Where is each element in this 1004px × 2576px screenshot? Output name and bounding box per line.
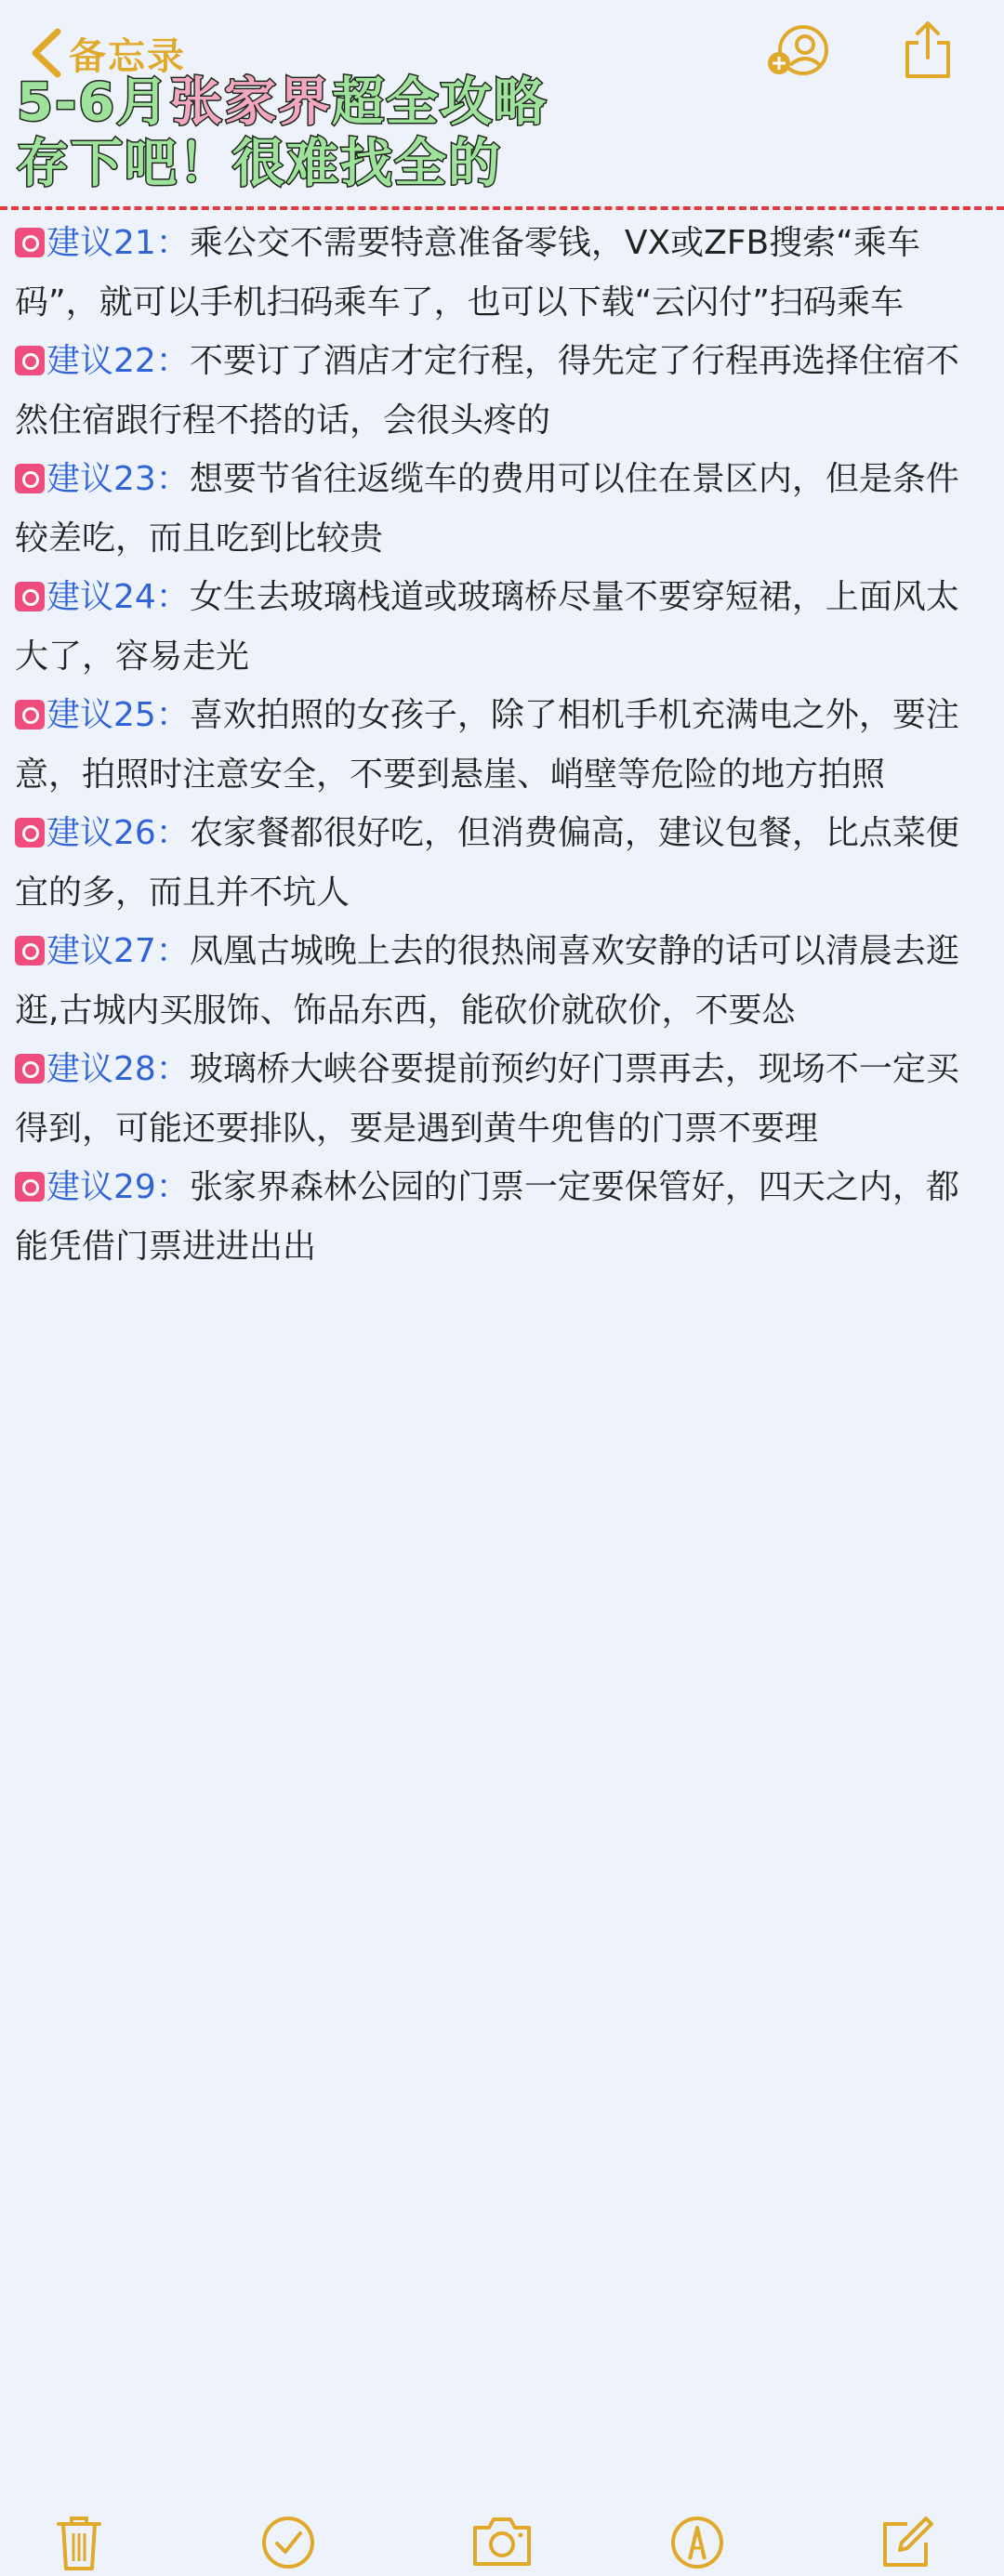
checklist-icon[interactable] [260, 2515, 316, 2570]
record-badge-icon [15, 700, 45, 729]
record-badge-icon [15, 464, 45, 493]
tip-27 [15, 922, 982, 1040]
tip-label: 建议22： [46, 342, 190, 380]
top-navigation-bar [0, 0, 1004, 84]
tip-label: 建议28： [46, 1050, 190, 1088]
record-badge-icon [15, 1172, 45, 1202]
tip-label: 建议27： [46, 932, 190, 970]
title-part-month: 5-6月 [17, 72, 171, 133]
title-part-guide: 超全攻略 [332, 72, 548, 133]
tip-label: 建议23： [46, 460, 190, 498]
title-line-1 [17, 72, 946, 134]
markup-icon[interactable] [669, 2515, 725, 2570]
back-label: 备忘录 [69, 34, 186, 78]
trash-icon[interactable] [56, 2515, 102, 2572]
title-part-place: 张家界 [170, 72, 333, 133]
tip-text: 想要节省往返缆车的费用可以住在景区内，但是条件较差吃，而且吃到比较贵 [15, 460, 959, 558]
record-badge-icon [15, 346, 45, 375]
record-badge-icon [15, 582, 45, 611]
record-badge-icon [15, 228, 45, 257]
tip-28 [15, 1040, 982, 1158]
tip-24 [15, 568, 982, 686]
bottom-toolbar [0, 1255, 1004, 1338]
tip-text: 喜欢拍照的女孩子，除了相机手机充满电之外，要注意，拍照时注意安全，不要到悬崖、峭壁等危险的地方拍照 [15, 696, 959, 794]
tip-text: 农家餐都很好吃，但消费偏高，建议包餐，比点菜便宜的多，而且并不坑人 [15, 814, 959, 912]
tip-21 [15, 214, 982, 332]
tip-text: 张家界森林公园的门票一定要保管好，四天之内，都能凭借门票进进出出 [15, 1168, 959, 1266]
camera-icon[interactable] [470, 2515, 534, 2569]
tip-text: 乘公交不需要特意准备零钱，VX或ZFB搜索“乘车码”，就可以手机扫码乘车了，也可以下载“云闪付”扫码乘车 [15, 224, 920, 322]
tip-label: 建议29： [46, 1168, 190, 1206]
tip-26 [15, 804, 982, 922]
record-badge-icon [15, 1054, 45, 1084]
tip-25 [15, 686, 982, 804]
tip-label: 建议24： [46, 578, 190, 616]
record-badge-icon [15, 818, 45, 848]
tip-text: 玻璃桥大峡谷要提前预约好门票再去，现场不一定买得到，可能还要排队，要是遇到黄牛兜售的门票不要理 [15, 1050, 959, 1148]
compose-icon[interactable] [879, 2515, 935, 2570]
tip-label: 建议21： [46, 224, 190, 262]
tips-list [15, 214, 982, 1276]
note-title [17, 72, 946, 195]
record-badge-icon [15, 936, 45, 966]
tip-text: 不要订了酒店才定行程，得先定了行程再选择住宿不然住宿跟行程不搭的话，会很头疼的 [15, 342, 959, 440]
tip-label: 建议26： [46, 814, 190, 852]
tip-text: 凤凰古城晚上去的很热闹喜欢安静的话可以清晨去逛逛,古城内买服饰、饰品东西，能砍价就砍价，不要怂 [15, 932, 959, 1030]
tip-text: 女生去玻璃栈道或玻璃桥尽量不要穿短裙，上面风太大了，容易走光 [15, 578, 959, 676]
tip-label: 建议25： [46, 696, 190, 734]
title-line-2: 存下吧！很难找全的 [17, 134, 502, 194]
dashed-divider [0, 206, 1004, 210]
tip-23 [15, 450, 982, 568]
tip-22 [15, 332, 982, 450]
